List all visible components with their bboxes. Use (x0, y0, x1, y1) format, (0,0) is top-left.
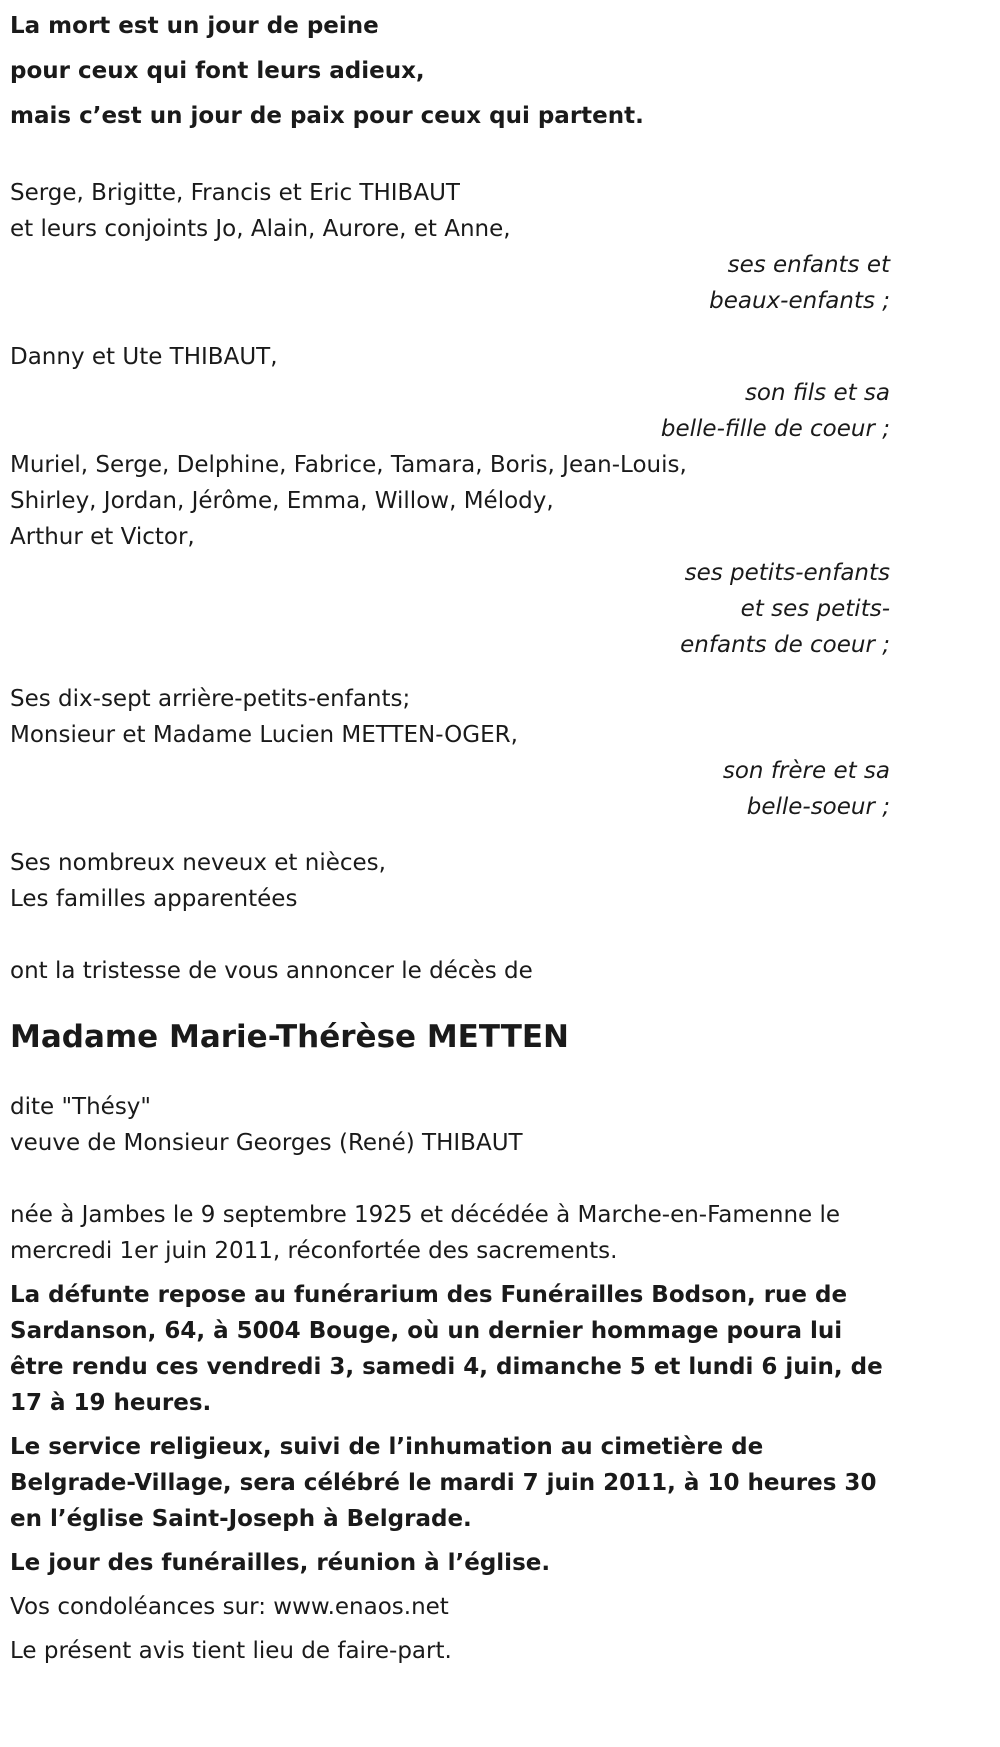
religious-service-details: Le service religieux, suivi de l’inhumation au cimetière de Belgrade-Village, sera célébré le mardi 7 juin 2011, à 10 heures 30 en l’église Saint-Joseph à Belgrade. (10, 1434, 877, 1532)
son-relation-1: son fils et sa (744, 380, 890, 406)
children-relation-1: ses enfants et (727, 252, 890, 278)
deceased-nickname: dite "Thésy" (10, 1094, 151, 1120)
family-son (10, 339, 890, 447)
grandchildren-line-1: Muriel, Serge, Delphine, Fabrice, Tamara, Boris, Jean-Louis, (10, 452, 687, 478)
announcement: ont la tristesse de vous annoncer le décès de (10, 958, 533, 984)
brother-relation-1: son frère et sa (722, 758, 890, 784)
great-grandchildren: Ses dix-sept arrière-petits-enfants; (10, 686, 411, 712)
funeral-meeting: Le jour des funérailles, réunion à l’église. (10, 1550, 551, 1576)
motto (10, 4, 890, 139)
deceased-widow-of: veuve de Monsieur Georges (René) THIBAUT (10, 1130, 523, 1156)
motto-line-3: mais c’est un jour de paix pour ceux qui partent. (10, 103, 644, 129)
children-spouses: et leurs conjoints Jo, Alain, Aurore, et Anne, (10, 216, 511, 242)
nephews-nieces: Ses nombreux neveux et nièces, (10, 850, 386, 876)
family-others (10, 845, 890, 917)
family-brother (10, 681, 890, 825)
grandchildren-line-2: Shirley, Jordan, Jérôme, Emma, Willow, Mélody, (10, 488, 554, 514)
grandchildren-relation-1: ses petits-enfants (684, 560, 890, 586)
family-grandchildren (10, 447, 890, 663)
family-children (10, 175, 890, 319)
children-relation-2: beaux-enfants ; (709, 288, 890, 314)
brother-relation-2: belle-soeur ; (746, 794, 890, 820)
son-names: Danny et Ute THIBAUT, (10, 344, 278, 370)
deceased-info (10, 1089, 890, 1161)
grandchildren-relation-3: enfants de coeur ; (680, 632, 890, 658)
son-relation-2: belle-fille de coeur ; (660, 416, 890, 442)
obituary-notice (10, 4, 890, 1669)
children-names: Serge, Brigitte, Francis et Eric THIBAUT (10, 180, 460, 206)
grandchildren-line-3: Arthur et Victor, (10, 524, 195, 550)
brother-names: Monsieur et Madame Lucien METTEN-OGER, (10, 722, 518, 748)
notice-statement: Le présent avis tient lieu de faire-part. (10, 1638, 452, 1664)
grandchildren-relation-2: et ses petits- (740, 596, 890, 622)
related-families: Les familles apparentées (10, 886, 298, 912)
funeral-home-details: La défunte repose au funérarium des Funérailles Bodson, rue de Sardanson, 64, à 5004 Bouge, où un dernier hommage poura lui être rendu ces vendredi 3, samedi 4, dimanche 5 et lundi 6 juin, de 17 à 19 heures. (10, 1282, 883, 1416)
condolences-link: Vos condoléances sur: www.enaos.net (10, 1594, 449, 1620)
deceased-name: Madame Marie-Thérèse METTEN (10, 1019, 569, 1055)
motto-line-1: La mort est un jour de peine (10, 13, 379, 39)
motto-line-2: pour ceux qui font leurs adieux, (10, 58, 425, 84)
birth-death-details: née à Jambes le 9 septembre 1925 et décédée à Marche-en-Famenne le mercredi 1er juin 2011, réconfortée des sacrements. (10, 1202, 841, 1264)
